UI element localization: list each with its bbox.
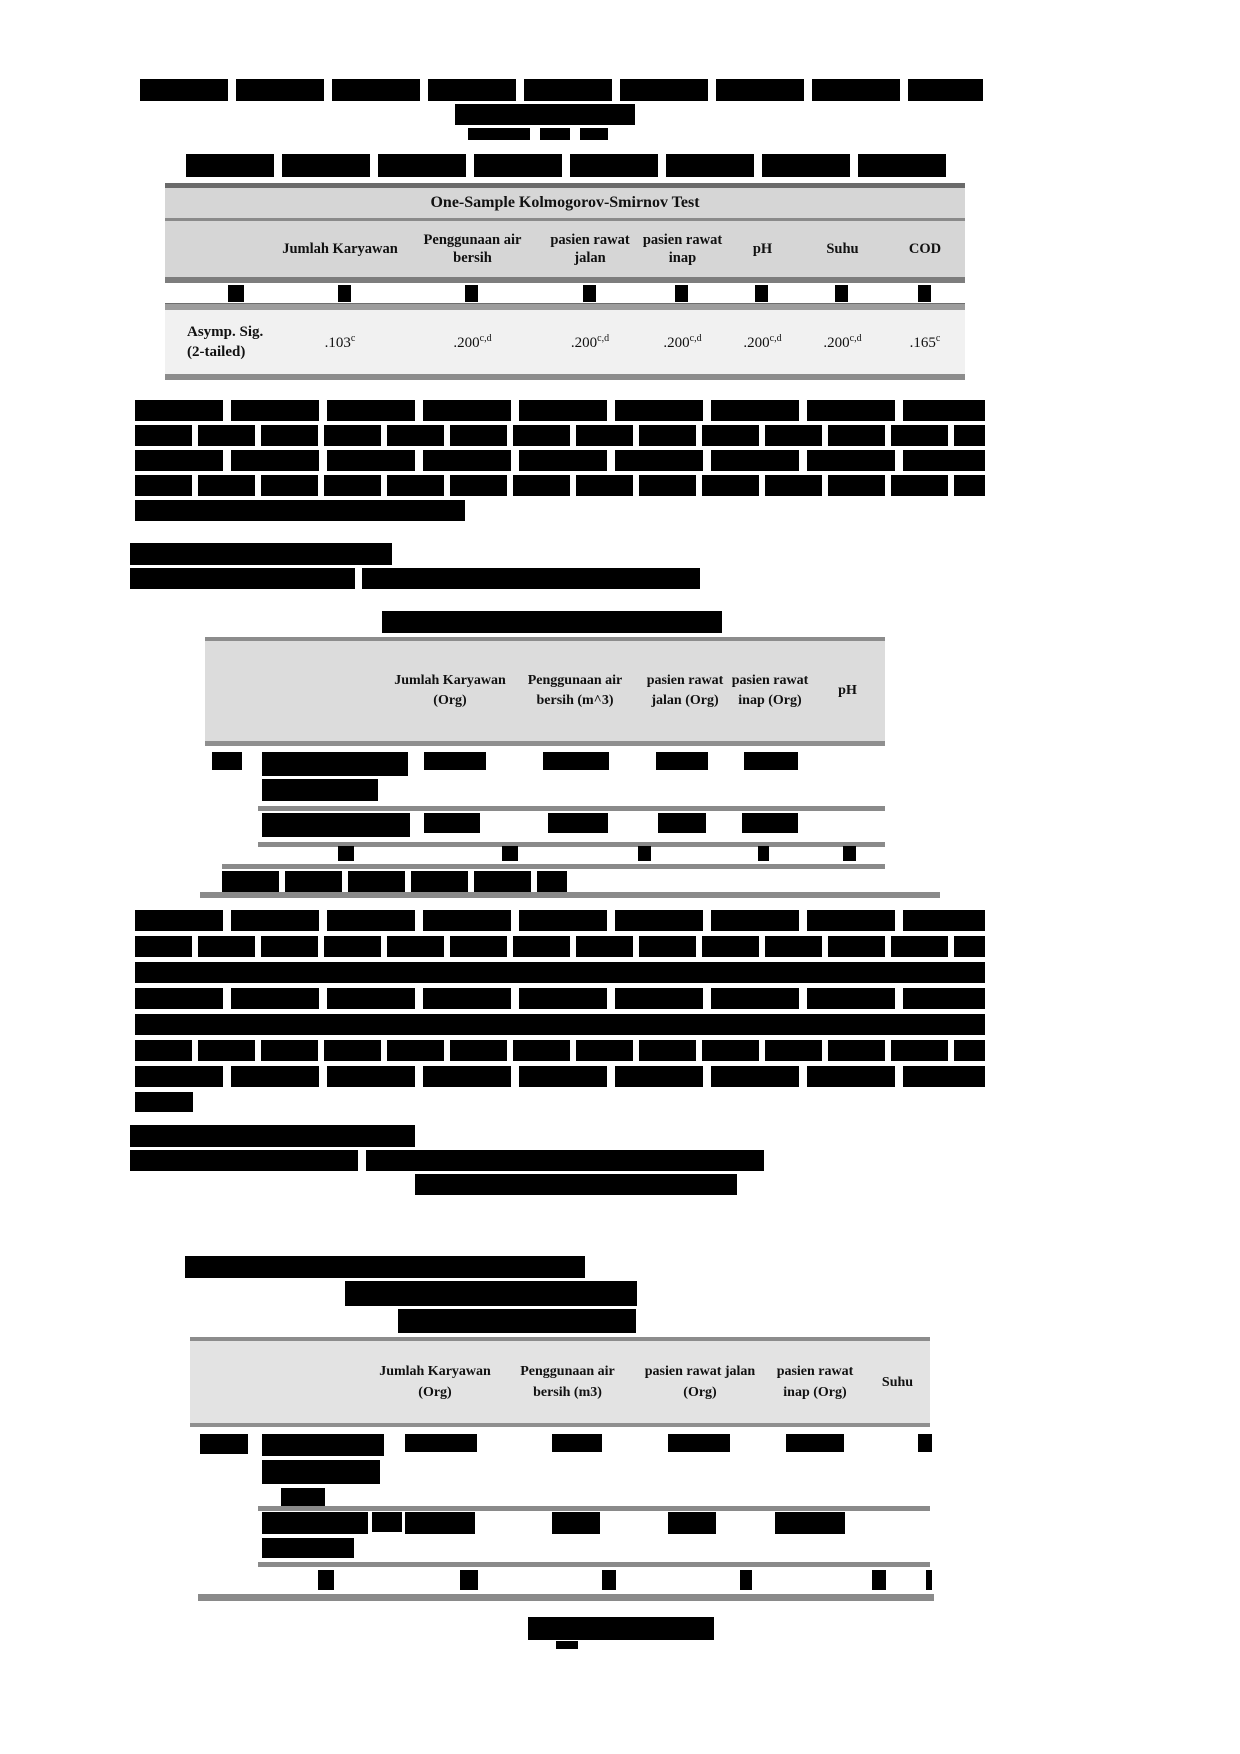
redacted-text: [398, 1309, 636, 1333]
ks-header-cod: COD: [908, 241, 942, 257]
redacted-text: [338, 846, 354, 861]
ks-table-header-row: [165, 221, 965, 277]
t2-header-pasien-rawat-jalan: pasien rawat jalan (Org): [646, 673, 724, 708]
redacted-text: [668, 1434, 730, 1452]
redacted-text: [135, 450, 985, 471]
redacted-text: [130, 568, 355, 589]
redacted-text: [755, 285, 768, 302]
redacted-text: [872, 1570, 886, 1590]
redacted-text: [135, 475, 985, 496]
redacted-text: [185, 1256, 585, 1278]
value: .200: [823, 334, 850, 351]
redacted-text: [548, 813, 608, 833]
ks-value-cell: [640, 333, 725, 352]
redacted-text: [758, 846, 769, 861]
redacted-text: [602, 1570, 616, 1590]
redacted-text: [262, 1460, 380, 1484]
redacted-text: [675, 285, 688, 302]
redacted-text: [740, 1570, 752, 1590]
ks-value-cell: [725, 333, 800, 352]
redacted-text: [135, 988, 985, 1009]
table-rule: [258, 1506, 930, 1511]
table2-header-row: [205, 641, 885, 746]
t3-header-jumlah-karyawan: Jumlah Karyawan (Org): [379, 1364, 491, 1400]
redacted-text: [135, 425, 985, 446]
ks-value-cell: [800, 333, 885, 352]
redacted-text: [415, 1174, 737, 1195]
table-rule: [165, 303, 965, 310]
redacted-text: [262, 752, 408, 776]
redacted-text: [135, 1066, 985, 1087]
redacted-text: [262, 779, 378, 801]
redacted-text: [281, 1488, 325, 1508]
value: .200: [663, 334, 690, 351]
t3-header-penggunaan-air-bersih: Penggunaan air bersih (m3): [520, 1364, 615, 1400]
redacted-text: [742, 813, 798, 833]
redacted-text: [552, 1512, 600, 1534]
redacted-text: [552, 1434, 602, 1452]
redacted-text: [786, 1434, 844, 1452]
redacted-text: [135, 500, 465, 521]
redacted-text: [543, 752, 609, 770]
redacted-text: [668, 1512, 716, 1534]
ks-value-cell: [540, 333, 640, 352]
redacted-text: [918, 285, 931, 302]
ks-value-cell: [885, 333, 965, 352]
value: .200: [743, 334, 770, 351]
redacted-text: [130, 1150, 358, 1171]
table3-header-row: [190, 1341, 930, 1427]
t2-header-jumlah-karyawan: Jumlah Karyawan (Org): [394, 673, 506, 708]
redacted-text: [405, 1512, 475, 1534]
redacted-text: [835, 285, 848, 302]
redacted-text: [135, 1092, 193, 1112]
redacted-text: [318, 1570, 334, 1590]
redacted-text: [424, 813, 480, 833]
redacted-text: [744, 752, 798, 770]
ks-header-ph: pH: [752, 241, 773, 257]
redacted-text: [580, 128, 608, 140]
value: .200: [453, 334, 480, 351]
redacted-text: [262, 1434, 384, 1456]
redacted-text: [135, 1040, 985, 1061]
redacted-text: [372, 1512, 402, 1532]
redacted-text: [926, 1570, 932, 1590]
redacted-text: [775, 1512, 845, 1534]
table-rule: [258, 806, 885, 811]
value: .200: [570, 334, 598, 351]
ks-value-cell: [405, 333, 540, 352]
redacted-text: [424, 752, 486, 770]
redacted-text: [140, 79, 983, 101]
redacted-text: [382, 611, 722, 633]
redacted-text: [843, 846, 856, 861]
t2-header-pasien-rawat-inap: pasien rawat inap (Org): [731, 673, 809, 708]
superscript: c,d: [689, 332, 702, 344]
ks-header-suhu: Suhu: [826, 241, 859, 257]
redacted-text: [262, 1538, 354, 1558]
redacted-text: [918, 1434, 932, 1452]
table-bottom-border: [165, 374, 965, 380]
redacted-text: [468, 128, 530, 140]
ks-header-penggunaan-air-bersih: Penggunaan air bersih: [423, 232, 522, 266]
redacted-text: [638, 846, 651, 861]
redacted-text: [362, 568, 700, 589]
redacted-text: [262, 1512, 368, 1534]
ks-table-title: One-Sample Kolmogorov-Smirnov Test: [165, 188, 965, 221]
ks-row-label: Asymp. Sig. (2-tailed): [187, 324, 264, 360]
descriptive-table-2: [190, 1337, 930, 1427]
redacted-text: [583, 285, 596, 302]
t2-header-ph: pH: [838, 683, 857, 698]
superscript: c,d: [479, 332, 492, 344]
redacted-text: [460, 1570, 478, 1590]
redacted-text: [135, 936, 985, 957]
table-rule: [258, 1562, 930, 1567]
redacted-text: [338, 285, 351, 302]
t3-header-pasien-rawat-jalan: pasien rawat jalan (Org): [644, 1364, 756, 1400]
value: .165: [909, 334, 936, 351]
superscript: c,d: [769, 332, 782, 344]
ks-header-jumlah-karyawan: Jumlah Karyawan: [282, 241, 398, 257]
ks-header-pasien-rawat-inap: pasien rawat inap: [642, 232, 723, 266]
redacted-text: [556, 1641, 578, 1649]
redacted-text: [262, 813, 410, 837]
redacted-text: [130, 1125, 415, 1147]
ks-header-pasien-rawat-jalan: pasien rawat jalan: [550, 232, 630, 266]
redacted-text: [200, 1434, 248, 1454]
ks-value-cell: [275, 333, 405, 352]
table-rule: [222, 864, 885, 869]
redacted-text: [656, 752, 708, 770]
t3-header-pasien-rawat-inap: pasien rawat inap (Org): [776, 1364, 854, 1400]
redacted-text: [130, 543, 392, 565]
superscript: c,d: [597, 332, 610, 344]
redacted-text: [465, 285, 478, 302]
table-rule: [198, 1594, 934, 1601]
t2-header-penggunaan-air-bersih: Penggunaan air bersih (m^3): [527, 673, 623, 708]
redacted-text: [658, 813, 706, 833]
value: .103: [324, 334, 351, 351]
superscript: c: [935, 332, 941, 344]
t3-header-suhu: Suhu: [881, 1374, 914, 1390]
descriptive-table-1: [205, 637, 885, 746]
redacted-text: [366, 1150, 764, 1171]
redacted-text: [345, 1281, 637, 1306]
redacted-text: [502, 846, 518, 861]
redacted-text: [540, 128, 570, 140]
redacted-text: [212, 752, 242, 770]
redacted-text: [135, 962, 985, 983]
ks-asymp-sig-row: [165, 310, 965, 374]
redacted-text: [135, 400, 985, 421]
kolmogorov-smirnov-table: [165, 183, 965, 380]
redacted-text: [228, 285, 244, 302]
superscript: c,d: [849, 332, 862, 344]
redacted-text: [405, 1434, 477, 1452]
redacted-text: [528, 1617, 714, 1640]
redacted-text: [135, 1014, 985, 1035]
table-rule: [200, 892, 940, 898]
redacted-text: [455, 104, 635, 125]
redacted-text: [135, 910, 985, 931]
redacted-text: [186, 154, 954, 177]
superscript: c: [350, 332, 356, 344]
